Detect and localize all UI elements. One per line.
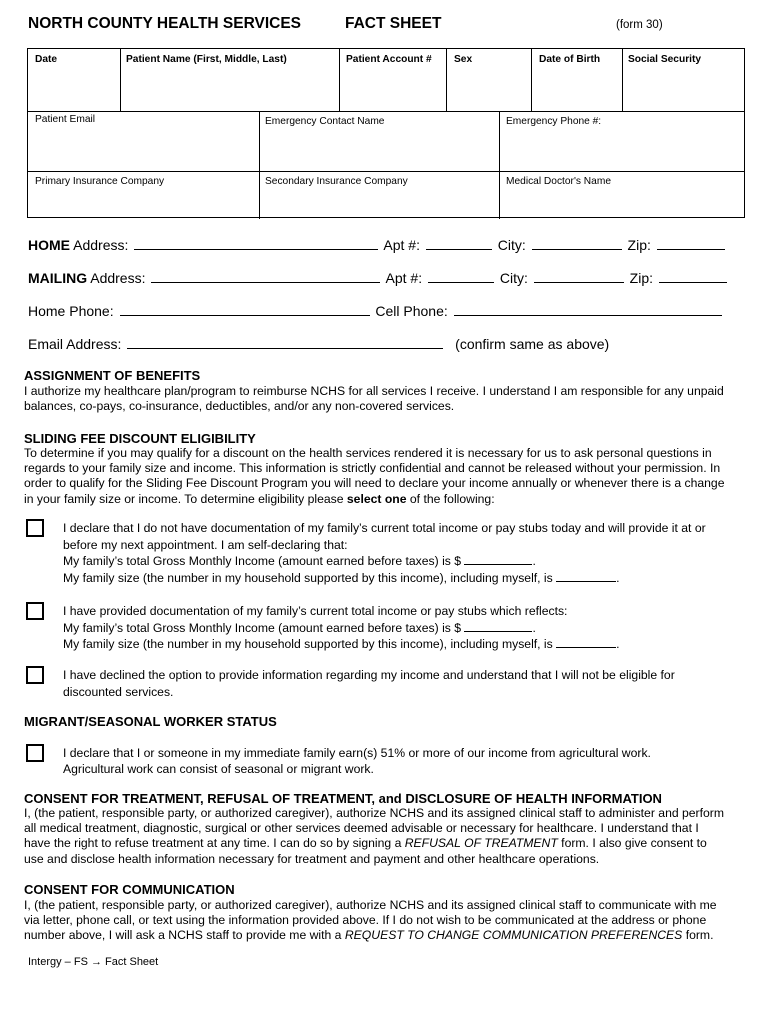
preferences-form-name: REQUEST TO CHANGE COMMUNICATION PREFERENCES bbox=[344, 928, 683, 943]
sliding-fee-line bbox=[24, 492, 748, 507]
sliding-fee-text-part: in your family size or income. To determine eligibility please bbox=[24, 491, 347, 506]
patient-info-grid bbox=[27, 48, 745, 218]
sliding-fee-text-part: of the following: bbox=[406, 491, 495, 506]
consent-line: I, (the patient, responsible party, or authorized caregiver), authorize NCHS and its assigned clinical staff to communicate with me bbox=[24, 898, 717, 912]
footer-text: Intergy – FS → Fact Sheet bbox=[28, 956, 159, 968]
sliding-fee-title: SLIDING FEE DISCOUNT ELIGIBILITY bbox=[24, 431, 256, 446]
option-line: I declare that I or someone in my immediate family earn(s) 51% or more of our income from agricultural work. bbox=[63, 746, 651, 760]
option-line: My family size (the number in my household supported by this income), including myself, is . bbox=[63, 570, 620, 585]
option-line: My family size (the number in my household supported by this income), including myself, is . bbox=[63, 637, 620, 651]
option-line: I have declined the option to provide information regarding my income and understand that I will not be eligible for bbox=[63, 668, 675, 682]
consent-communication-text bbox=[24, 898, 748, 944]
consent-communication-title: CONSENT FOR COMMUNICATION bbox=[24, 882, 235, 897]
apt-label: Apt #: bbox=[385, 270, 423, 286]
refusal-form-name: REFUSAL OF TREATMENT bbox=[404, 836, 558, 851]
phone-row bbox=[28, 303, 724, 319]
family-size-field[interactable] bbox=[556, 636, 616, 648]
grid-divider bbox=[28, 111, 744, 112]
mailing-address-field[interactable] bbox=[151, 270, 380, 283]
grid-divider bbox=[339, 49, 340, 111]
sliding-fee-text bbox=[24, 446, 748, 507]
consent-line: all medical treatment, diagnostic, surgical or other services deemed advisable or necessary for healthcare. I understand that I bbox=[24, 821, 699, 836]
mailing-zip-field[interactable] bbox=[659, 270, 727, 283]
select-one-emphasis: select one bbox=[346, 491, 407, 506]
cell-medical-doctor[interactable]: Medical Doctor's Name bbox=[506, 176, 611, 187]
option-line: Agricultural work can consist of seasonal or migrant work. bbox=[63, 761, 374, 776]
cell-primary-insurance[interactable]: Primary Insurance Company bbox=[35, 176, 165, 187]
apt-label: Apt #: bbox=[383, 237, 420, 253]
mailing-label: MAILING bbox=[28, 270, 88, 286]
mailing-apt-field[interactable] bbox=[428, 270, 494, 283]
cell-patient-account[interactable]: Patient Account # bbox=[346, 54, 432, 65]
form-number: (form 30) bbox=[616, 19, 663, 31]
mailing-city-field[interactable] bbox=[534, 270, 624, 283]
cell-date[interactable]: Date bbox=[35, 54, 58, 65]
address-label: Address: bbox=[73, 237, 129, 253]
income-field[interactable] bbox=[464, 553, 532, 565]
zip-label: Zip: bbox=[629, 270, 653, 286]
option-line: I have provided documentation of my family’s current total income or pay stubs which reflects: bbox=[63, 604, 568, 618]
option-line: before my next appointment. I am self-declaring that: bbox=[63, 537, 348, 552]
home-phone-label: Home Phone: bbox=[28, 303, 114, 319]
grid-divider bbox=[259, 111, 260, 219]
consent-line: use and disclose health information necessary for treatment and payment and other healthcare operations. bbox=[24, 851, 600, 866]
consent-text-part: form. bbox=[682, 928, 714, 943]
assignment-line: balances, co-pays, co-insurance, deductibles, and/or any non-covered services. bbox=[24, 399, 455, 414]
email-row bbox=[28, 336, 609, 352]
income-field[interactable] bbox=[464, 620, 532, 632]
income-label: My family’s total Gross Monthly Income (amount earned before taxes) is $ bbox=[63, 620, 462, 635]
family-size-field[interactable] bbox=[556, 570, 616, 582]
migrant-title: MIGRANT/SEASONAL WORKER STATUS bbox=[24, 714, 277, 729]
consent-line: via letter, phone call, or text using the information provided above. If I do not wish to be communicated at the address or phone bbox=[24, 913, 707, 928]
city-label: City: bbox=[497, 237, 526, 253]
home-phone-field[interactable] bbox=[120, 303, 370, 316]
documentation-provided-checkbox[interactable] bbox=[26, 602, 44, 620]
grid-divider bbox=[28, 171, 744, 172]
cell-patient-name[interactable]: Patient Name (First, Middle, Last) bbox=[126, 54, 287, 65]
home-address-row bbox=[28, 237, 727, 253]
self-declare-checkbox[interactable] bbox=[26, 519, 44, 537]
assignment-title: ASSIGNMENT OF BENEFITS bbox=[24, 368, 201, 383]
consent-text-part: have the right to refuse treatment at any time. I can do so by signing a bbox=[24, 836, 405, 851]
organization-name: NORTH COUNTY HEALTH SERVICES bbox=[28, 15, 301, 32]
city-label: City: bbox=[499, 270, 528, 286]
email-label: Email Address: bbox=[28, 336, 122, 352]
family-size-label: My family size (the number in my household supported by this income), including myself, is bbox=[63, 570, 553, 585]
consent-line bbox=[24, 928, 748, 943]
zip-label: Zip: bbox=[627, 237, 651, 253]
option-line: discounted services. bbox=[63, 684, 174, 699]
cell-emergency-phone[interactable]: Emergency Phone #: bbox=[506, 116, 602, 127]
cell-secondary-insurance[interactable]: Secondary Insurance Company bbox=[265, 176, 408, 187]
consent-treatment-text bbox=[24, 806, 748, 867]
home-address-field[interactable] bbox=[134, 237, 378, 250]
declined-option-checkbox[interactable] bbox=[26, 666, 44, 684]
self-declare-option bbox=[63, 520, 743, 586]
home-label: HOME bbox=[28, 237, 70, 253]
family-size-label: My family size (the number in my household supported by this income), including myself, is bbox=[63, 637, 553, 651]
sliding-fee-line: order to qualify for the Sliding Fee Discount Program you will need to declare your income annually or whenever there is a change bbox=[24, 476, 725, 491]
address-label: Address: bbox=[90, 270, 146, 286]
confirm-note: (confirm same as above) bbox=[455, 336, 610, 352]
option-line: My family’s total Gross Monthly Income (amount earned before taxes) is $ . bbox=[63, 620, 536, 635]
document-title: FACT SHEET bbox=[345, 15, 442, 32]
option-line: My family’s total Gross Monthly Income (amount earned before taxes) is $ . bbox=[63, 554, 536, 568]
sliding-fee-line: To determine if you may qualify for a discount on the health services rendered it is necessary for us to ask personal questions in bbox=[24, 446, 712, 460]
option-line: I declare that I do not have documentation of my family’s current total income or pay stubs today and will provide it at or bbox=[63, 521, 706, 535]
cell-sex[interactable]: Sex bbox=[454, 54, 473, 65]
migrant-option bbox=[63, 746, 743, 777]
home-city-field[interactable] bbox=[532, 237, 622, 250]
declined-option bbox=[63, 667, 743, 700]
migrant-worker-checkbox[interactable] bbox=[26, 744, 44, 762]
grid-divider bbox=[446, 49, 447, 111]
grid-divider bbox=[622, 49, 623, 111]
cell-patient-email[interactable]: Patient Email bbox=[35, 114, 96, 125]
assignment-text bbox=[24, 384, 748, 414]
home-apt-field[interactable] bbox=[426, 237, 492, 250]
cell-date-of-birth[interactable]: Date of Birth bbox=[539, 54, 601, 65]
mailing-address-row bbox=[28, 270, 729, 286]
consent-line: I, (the patient, responsible party, or authorized caregiver), authorize NCHS and its assigned clinical staff to administer and perform bbox=[24, 806, 724, 820]
cell-social-security[interactable]: Social Security bbox=[628, 54, 702, 65]
consent-text-part: number above, I will ask a NCHS staff to provide me with a bbox=[24, 928, 345, 943]
grid-divider bbox=[120, 49, 121, 111]
cell-emergency-contact[interactable]: Emergency Contact Name bbox=[265, 116, 385, 127]
home-zip-field[interactable] bbox=[657, 237, 725, 250]
cell-phone-label: Cell Phone: bbox=[375, 303, 448, 319]
email-field[interactable] bbox=[127, 336, 443, 349]
documentation-provided-option bbox=[63, 603, 743, 653]
consent-text-part: form. I also give consent to bbox=[557, 836, 707, 851]
consent-treatment-title: CONSENT FOR TREATMENT, REFUSAL OF TREATMENT, and DISCLOSURE OF HEALTH INFORMATION bbox=[24, 791, 662, 806]
grid-divider bbox=[531, 49, 532, 111]
consent-line bbox=[24, 836, 748, 851]
sliding-fee-line: regards to your family size and income. This information is strictly confidential and cannot be released without your permission. In bbox=[24, 461, 721, 476]
assignment-line: I authorize my healthcare plan/program to reimburse NCHS for all services I receive. I understand I am responsible for any unpaid bbox=[24, 384, 724, 398]
grid-divider bbox=[499, 111, 500, 219]
income-label: My family’s total Gross Monthly Income (amount earned before taxes) is $ bbox=[63, 554, 462, 568]
cell-phone-field[interactable] bbox=[454, 303, 722, 316]
